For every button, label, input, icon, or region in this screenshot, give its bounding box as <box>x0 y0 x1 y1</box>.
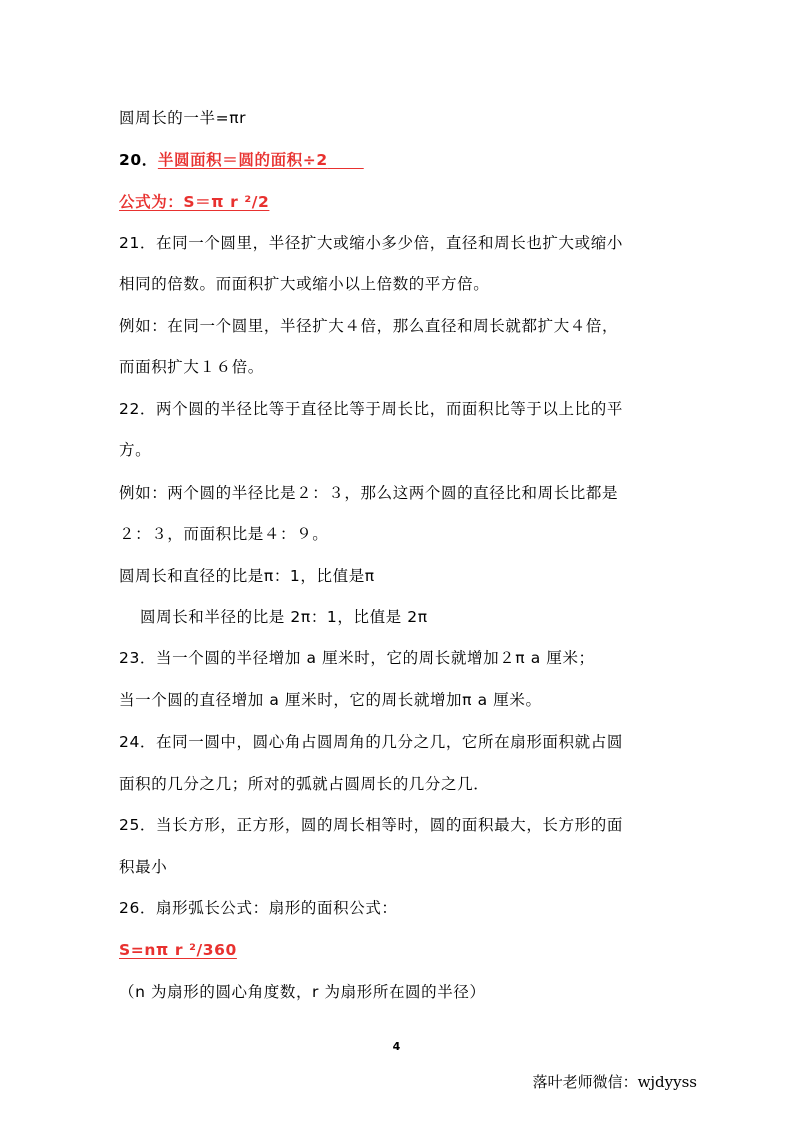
page-number: 4 <box>392 1040 401 1053</box>
text-line: 圆周长和半径的比是 2π：1，比值是 2π <box>140 608 428 626</box>
text-line: 26．扇形弧长公式：扇形的面积公式： <box>119 899 398 917</box>
item-20 <box>119 150 364 170</box>
footer-contact: 落叶老师微信：wjdyyss <box>532 1073 697 1091</box>
text-line: 相同的倍数。而面积扩大或缩小以上倍数的平方倍。 <box>119 275 490 293</box>
text-line: 21．在同一个圆里，半径扩大或缩小多少倍，直径和周长也扩大或缩小 <box>119 234 623 252</box>
text-line: 24．在同一圆中，圆心角占圆周角的几分之几，它所在扇形面积就占圆 <box>119 733 623 751</box>
text-line: 23．当一个圆的半径增加 a 厘米时，它的周长就增加２π a 厘米； <box>119 649 595 667</box>
text-line: 圆周长的一半=πr <box>119 109 247 127</box>
formula-sector-area: S=nπ r ²/360 <box>119 941 237 959</box>
text-line: 22．两个圆的半径比等于直径比等于周长比，而面积比等于以上比的平 <box>119 400 623 418</box>
text-line: 圆周长和直径的比是π：1，比值是π <box>119 567 375 585</box>
highlighted-formula: 半圆面积＝圆的面积÷2 <box>157 151 328 169</box>
text-line: ２：３，而面积比是４：９。 <box>119 525 329 543</box>
text-line: 面积的几分之几；所对的弧就占圆周长的几分之几． <box>119 775 490 793</box>
text-line: 例如：在同一个圆里，半径扩大４倍，那么直径和周长就都扩大４倍， <box>119 317 619 335</box>
text-line: 当一个圆的直径增加 a 厘米时，它的周长就增加π a 厘米。 <box>119 691 542 709</box>
text-line: 积最小 <box>119 858 168 876</box>
text-line: 方。 <box>119 441 152 459</box>
text-line: （n 为扇形的圆心角度数，r 为扇形所在圆的半径） <box>119 983 486 1001</box>
text-line: 而面积扩大１６倍。 <box>119 358 264 376</box>
text-line: 25．当长方形，正方形，圆的周长相等时，圆的面积最大，长方形的面 <box>119 816 623 834</box>
formula-semicircle-area: 公式为：S＝π r ²/2 <box>119 193 270 211</box>
item-number: 20． <box>119 151 158 169</box>
text-line: 例如：两个圆的半径比是２：３，那么这两个圆的直径比和周长比都是 <box>119 484 619 502</box>
